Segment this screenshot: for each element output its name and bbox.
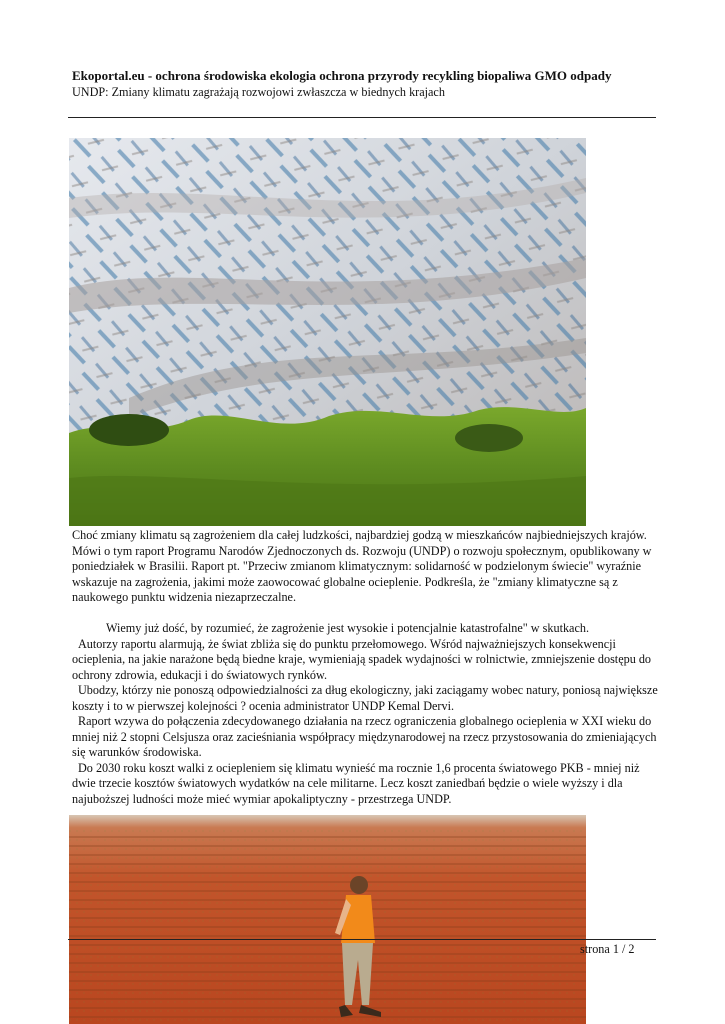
paragraph: Raport wzywa do połączenia zdecydowanego działania na rzecz ograniczenia globalnego ocieplenia w XXI wieku do mniej niż 2 stopni Celsjusza oraz zacieśniania współpracy międzynarodowej na rzecz przystosowania do zmieniających się warunków środowiska. — [72, 714, 657, 759]
field-photo — [69, 815, 586, 1024]
article-title: UNDP: Zmiany klimatu zagrażają rozwojowi zwłaszcza w biednych krajach — [72, 85, 445, 99]
article-body — [72, 528, 662, 807]
paragraph: Do 2030 roku koszt walki z ociepleniem się klimatu wynieść ma rocznie 1,6 procenta światowego PKB - mniej niż dwie trzecie kosztów światowych wydatków na cele militarne. Lecz koszt zaniedbań będzie o wiele wyższy i dla najuboższej ludności może mieć wymiar apokaliptyczny - przestrzega UNDP. — [72, 760, 640, 806]
glacier-photo — [69, 138, 586, 526]
footer-divider — [68, 939, 656, 940]
page-number: strona 1 / 2 — [580, 942, 635, 956]
paragraph: Autorzy raportu alarmują, że świat zbliża się do punktu przełomowego. Wśród najważniejszych konsekwencji ocieplenia, na jakie narażone będą biedne kraje, wymieniają spadek wydajności w rolnictwie, zmniejszenie dostępu do ochrony zdrowia, edukacji i do światowych rynków. — [72, 636, 652, 682]
header-divider — [68, 117, 656, 118]
paragraph: Wiemy już dość, by rozumieć, że zagrożenie jest wysokie i potencjalnie katastrofalne" w skutkach. — [106, 621, 590, 635]
paragraph: Ubodzy, którzy nie ponoszą odpowiedzialności za dług ekologiczny, jaki zaciągamy wobec natury, poniosą największe koszty i to w pierwszej kolejności ? ocenia administrator UNDP Kemal Dervi. — [72, 683, 658, 713]
paragraph: Choć zmiany klimatu są zagrożeniem dla całej ludzkości, najbardziej godzą w mieszkańców najbiedniejszych krajów. Mówi o tym raport Programu Narodów Zjednoczonych ds. Rozwoju (UNDP) o rozwoju społecznym, opublikowany w poniedziałek w Brasilii. Raport pt. "Przeciw zmianom klimatycznym: solidarność w podzielonym świecie" wyraźnie wskazuje na zagrożenia, jakimi może zaowocować globalne ocieplenie. Podkreśla, że "zmiany klimatyczne są z naukowego punktu widzenia niezaprzeczalne. — [72, 528, 652, 604]
site-title: Ekoportal.eu - ochrona środowiska ekologia ochrona przyrody recykling biopaliwa GMO odpady — [72, 68, 612, 83]
